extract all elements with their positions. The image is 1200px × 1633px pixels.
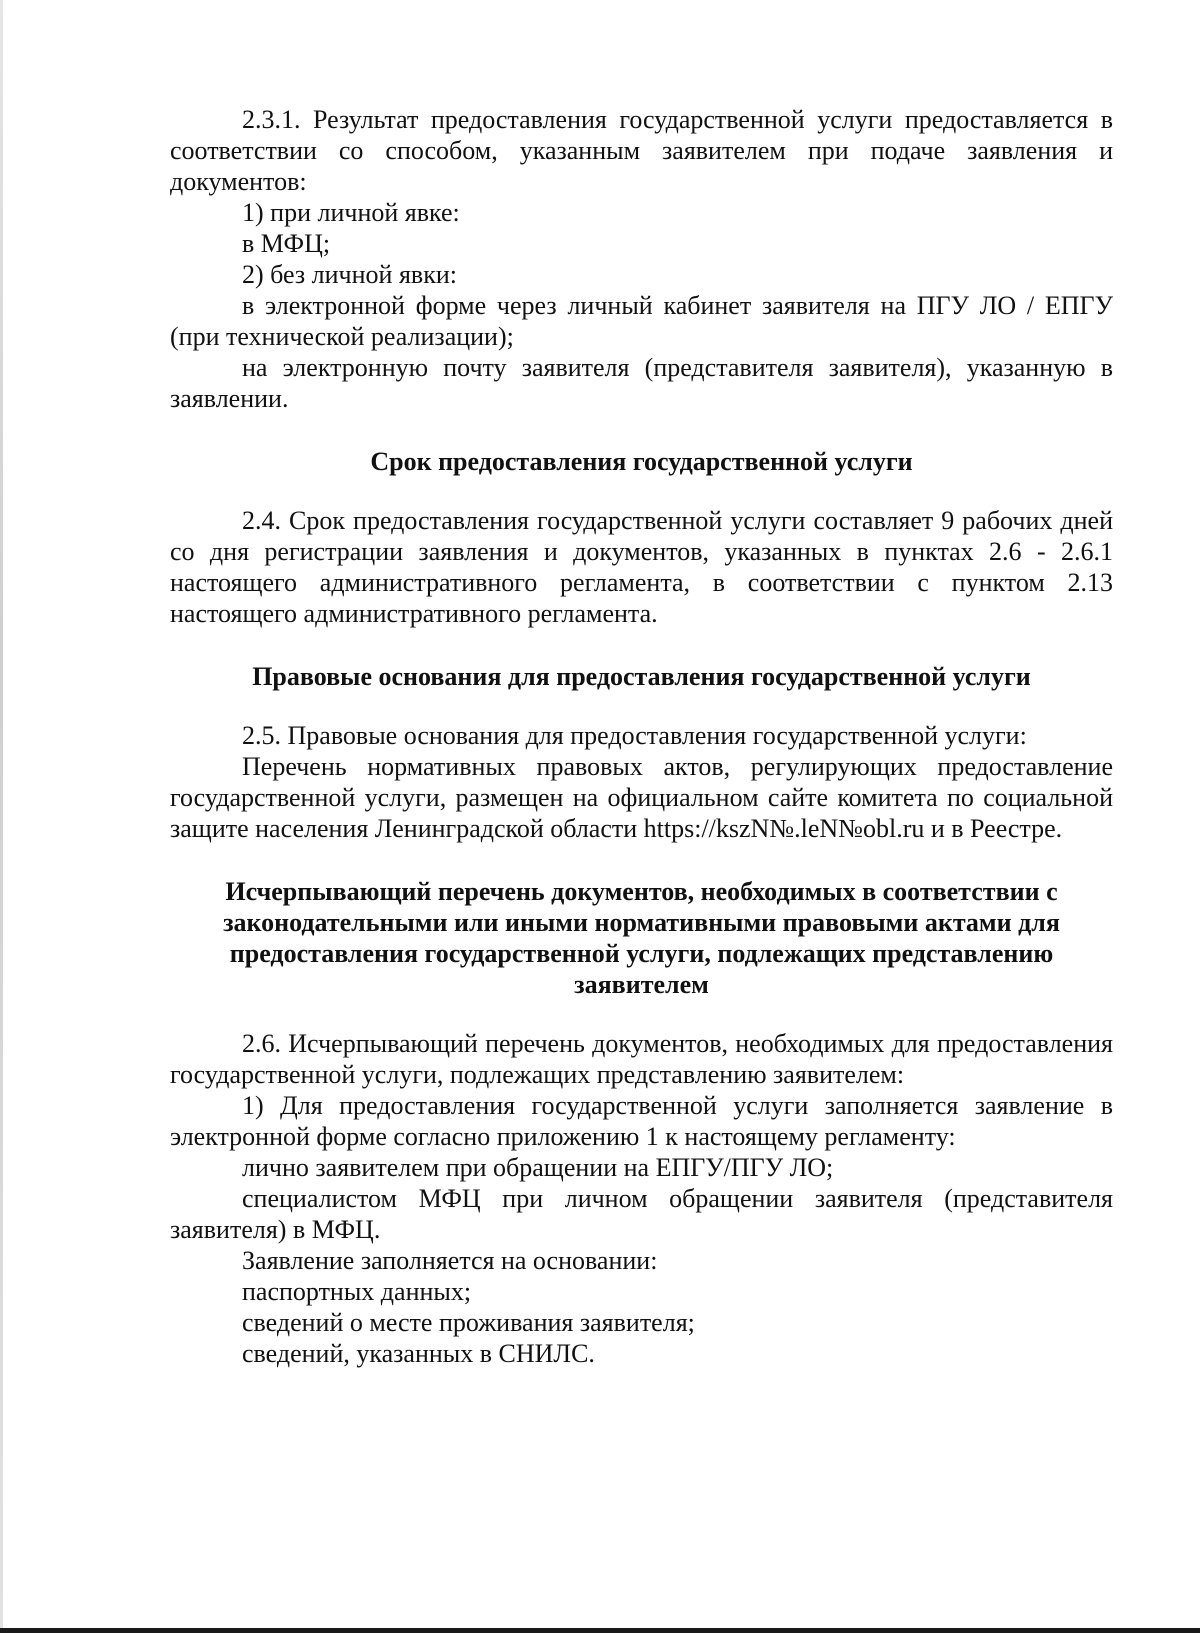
paragraph-specialist: специалистом МФЦ при личном обращении заявителя (представителя заявителя) в МФЦ. xyxy=(170,1184,1113,1244)
paragraph-snils: сведений, указанных в СНИЛС. xyxy=(242,1339,595,1368)
heading-term: Срок предоставления государственной услуги xyxy=(370,447,913,476)
paragraph-personally: лично заявителем при обращении на ЕПГУ/ПГУ ЛО; xyxy=(242,1153,834,1182)
paragraph-2-6: 2.6. Исчерпывающий перечень документов, необходимых для предоставления государственной услуги, подлежащих представлению заявителем: xyxy=(170,1029,1113,1089)
document-body xyxy=(170,104,1113,1369)
paragraph-2-4: 2.4. Срок предоставления государственной услуги составляет 9 рабочих дней со дня регистрации заявления и документов, указанных в пунктах 2.6 - 2.6.1 настоящего административного регламента, в соответствии с пунктом 2.13 настоящего административного регламента. xyxy=(170,506,1113,628)
paragraph-2-5: 2.5. Правовые основания для предоставления государственной услуги: xyxy=(242,721,1027,750)
paragraph-not-in-person: 2) без личной явки: xyxy=(242,260,457,289)
paragraph-electronic: в электронной форме через личный кабинет заявителя на ПГУ ЛО / ЕПГУ (при технической реализации); xyxy=(170,291,1113,351)
scan-edge-left xyxy=(0,0,3,1633)
paragraph-passport: паспортных данных; xyxy=(242,1277,472,1306)
paragraph-based-on: Заявление заполняется на основании: xyxy=(242,1246,658,1275)
paragraph-legal-list: Перечень нормативных правовых актов, регулирующих предоставление государственной услуги, размещен на официальном сайте комитета по социальной защите населения Ленинградской области https://kszN№.leN№obl.ru и в Реестре. xyxy=(170,752,1113,843)
scan-edge-bottom xyxy=(0,1628,1200,1633)
paragraph-in-person: 1) при личной явке: xyxy=(242,198,460,227)
paragraph-2-3-1: 2.3.1. Результат предоставления государственной услуги предоставляется в соответствии со способом, указанным заявителем при подаче заявления и документов: xyxy=(170,105,1113,196)
paragraph-email: на электронную почту заявителя (представителя заявителя), указанную в заявлении. xyxy=(170,353,1113,413)
paragraph-residence: сведений о месте проживания заявителя; xyxy=(242,1308,695,1337)
paragraph-item-1: 1) Для предоставления государственной услуги заполняется заявление в электронной форме согласно приложению 1 к настоящему регламенту: xyxy=(170,1091,1113,1151)
heading-documents: Исчерпывающий перечень документов, необходимых в соответствии с законодательными или иными нормативными правовыми актами для предоставления государственной услуги, подлежащих представлению заявителем xyxy=(223,877,1060,999)
paragraph-mfc: в МФЦ; xyxy=(242,229,331,258)
heading-legal-grounds: Правовые основания для предоставления государственной услуги xyxy=(252,662,1031,691)
